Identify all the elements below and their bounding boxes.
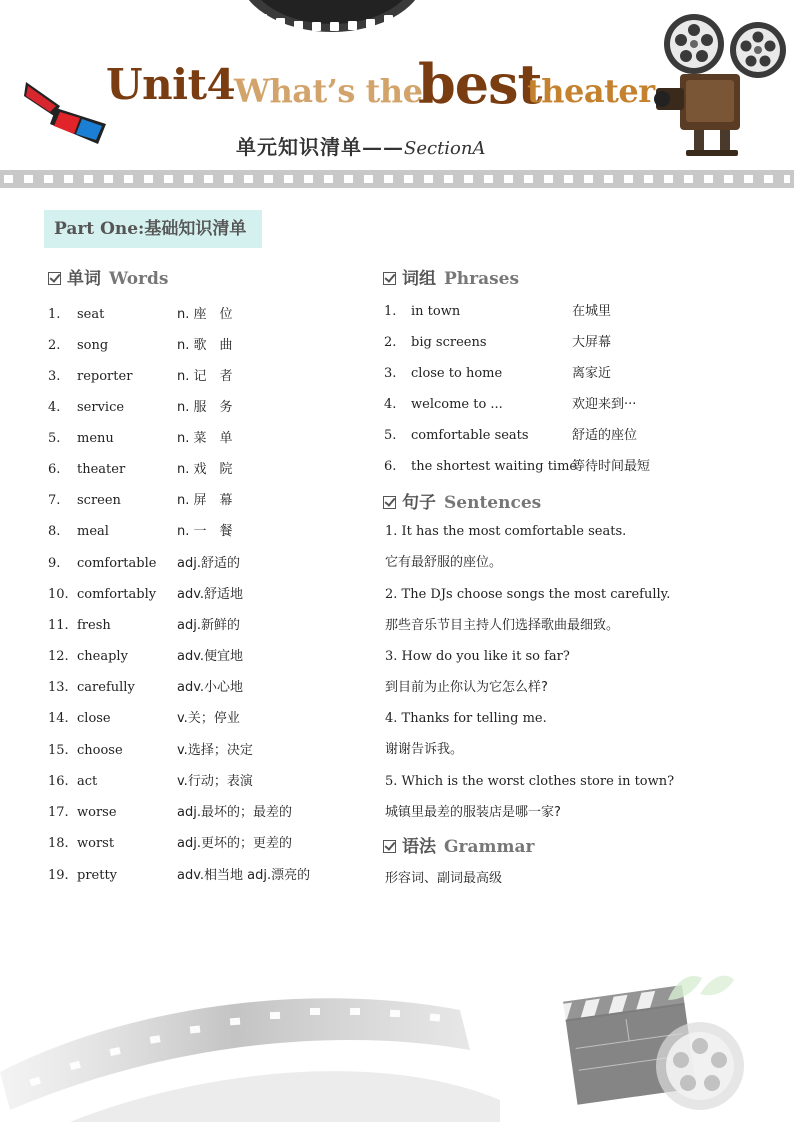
part-one-label: Part One:基础知识清单 [44, 210, 262, 248]
title-whats-the: What’s the [234, 72, 423, 110]
phrase-row: 4. welcome to ... 欢迎来到··· [384, 397, 637, 412]
phrase-row: 1. in town 在城里 [384, 304, 612, 319]
film-reel-graphic [236, 0, 428, 34]
subtitle-section: SectionA [404, 138, 486, 159]
grammar-heading: 语法 Grammar [383, 836, 534, 858]
word-row: 15. choose v.选择；决定 [48, 743, 253, 758]
word-row: 8. meal n. 一 餐 [48, 524, 233, 539]
word-row: 7. screen n. 屏 幕 [48, 493, 233, 508]
phrase-row: 5. comfortable seats 舒适的座位 [384, 428, 638, 443]
grammar-text: 形容词、副词最高级 [385, 871, 503, 886]
checkbox-icon [383, 840, 396, 853]
sentence-en: 1. It has the most comfortable seats. [385, 524, 627, 539]
sentence-en: 4. Thanks for telling me. [385, 711, 547, 726]
word-row: 9. comfortable adj.舒适的 [48, 556, 240, 571]
sentence-en: 2. The DJs choose songs the most carefully. [385, 587, 671, 602]
title-best: best [418, 52, 542, 116]
word-row: 14. close v.关；停业 [48, 711, 240, 726]
word-row: 5. menu n. 菜 单 [48, 431, 233, 446]
words-heading: 单词 Words [48, 268, 168, 290]
phrase-row: 2. big screens 大屏幕 [384, 335, 612, 350]
word-row: 11. fresh adj.新鲜的 [48, 618, 240, 633]
word-row: 17. worse adj.最坏的；最差的 [48, 805, 292, 820]
phrases-heading: 词组 Phrases [383, 268, 519, 290]
phrase-row: 6. the shortest waiting time 等待时间最短 [384, 459, 651, 474]
sentence-en: 3. How do you like it so far? [385, 649, 570, 664]
sentence-cn: 到目前为止你认为它怎么样? [385, 680, 548, 695]
word-row: 16. act v.行动；表演 [48, 774, 253, 789]
word-row: 12. cheaply adv.便宜地 [48, 649, 244, 664]
word-row: 1. seat n. 座 位 [48, 307, 233, 322]
word-row: 2. song n. 歌 曲 [48, 338, 233, 353]
sentence-cn: 它有最舒服的座位。 [385, 555, 503, 570]
page-title [0, 52, 794, 116]
sentence-cn: 那些音乐节目主持人们选择歌曲最细致。 [385, 618, 620, 633]
sentence-cn: 谢谢告诉我。 [385, 742, 464, 757]
subtitle-cn: 单元知识清单—— [236, 135, 404, 159]
sentence-cn: 城镇里最差的服装店是哪一家? [385, 805, 561, 820]
title-unit: Unit4 [106, 60, 236, 109]
sentences-heading: 句子 Sentences [383, 492, 541, 514]
word-row: 18. worst adj.更坏的；更差的 [48, 836, 292, 851]
word-row: 3. reporter n. 记 者 [48, 369, 233, 384]
title-theater: theater [527, 72, 655, 110]
film-strip-divider [0, 170, 794, 188]
word-row: 10. comfortably adv.舒适地 [48, 587, 244, 602]
phrase-row: 3. close to home 离家近 [384, 366, 612, 381]
checkbox-icon [383, 272, 396, 285]
word-row: 4. service n. 服 务 [48, 400, 233, 415]
word-row: 13. carefully adv.小心地 [48, 680, 244, 695]
film-decoration-graphic [0, 950, 794, 1122]
sentence-en: 5. Which is the worst clothes store in town? [385, 774, 675, 789]
word-row: 6. theater n. 戏 院 [48, 462, 233, 477]
page-subtitle [236, 131, 485, 160]
word-row: 19. pretty adv.相当地 adj.漂亮的 [48, 868, 311, 883]
checkbox-icon [383, 496, 396, 509]
checkbox-icon [48, 272, 61, 285]
